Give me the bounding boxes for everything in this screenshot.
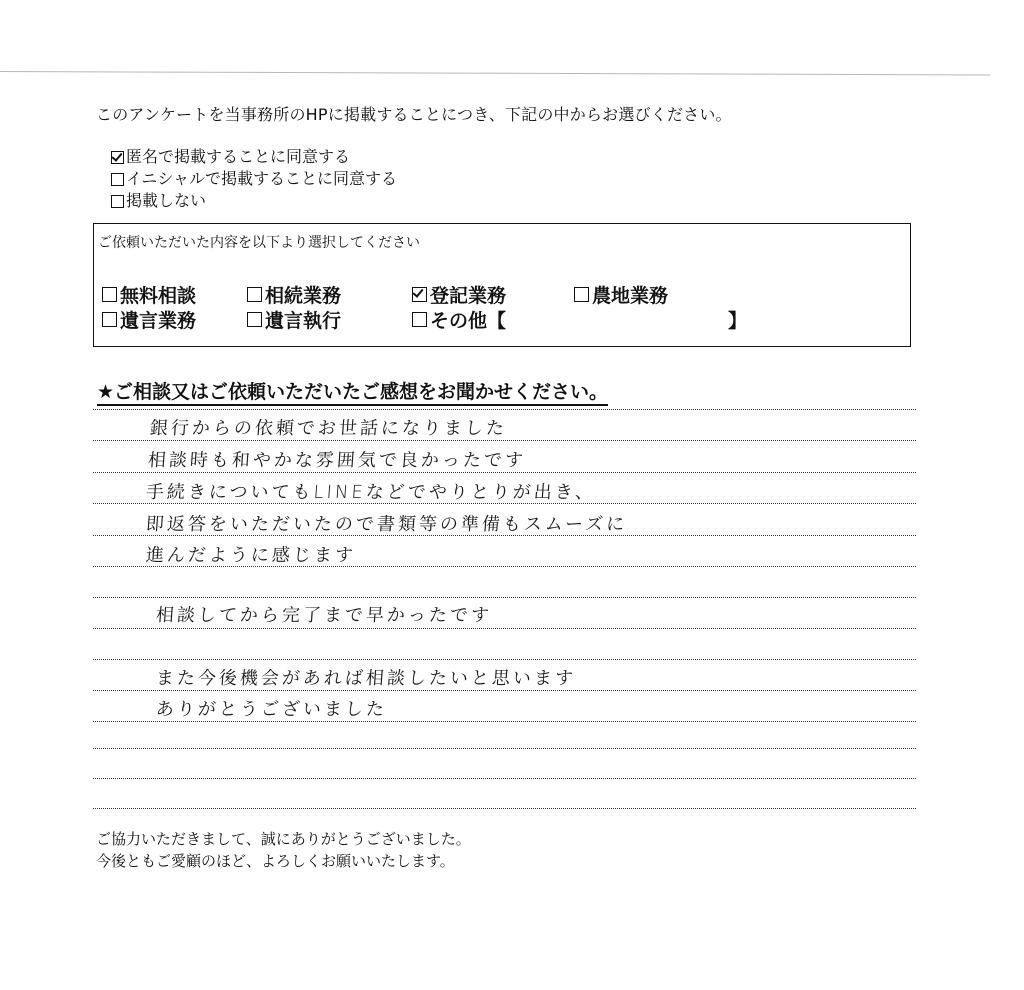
ruled-line — [93, 659, 916, 660]
feedback-heading: ★ご相談又はご依頼いただいたご感想をお聞かせください。 — [97, 381, 608, 406]
handwritten-line: 手続きについてもLINEなどでやりとりが出き、 — [145, 482, 597, 503]
service-label: 登記業務 — [430, 285, 507, 307]
service-label: 遺言執行 — [265, 310, 342, 332]
ruled-line — [93, 628, 916, 629]
other-bracket-close: 】 — [728, 310, 748, 332]
handwritten-line: また今後機会があれば相談したいと思います — [155, 668, 577, 689]
intro-text: このアンケートを当事務所のHPに掲載することにつき、下記の中からお選びください。 — [96, 105, 732, 124]
ruled-line — [93, 409, 916, 410]
ruled-line — [93, 690, 916, 691]
service-label: その他【 — [430, 310, 507, 332]
service-prompt: ご依頼いただいた内容を以下より選択してください — [98, 235, 420, 251]
closing-message — [96, 828, 471, 872]
ruled-line — [93, 440, 916, 441]
consent-label: 掲載しない — [126, 191, 207, 210]
service-label: 無料相談 — [120, 285, 197, 307]
consent-label: 匿名で掲載することに同意する — [126, 147, 351, 166]
handwritten-line: 相談してから完了まで早かったです — [155, 605, 493, 626]
service-label: 農地業務 — [592, 285, 669, 307]
handwritten-line: 銀行からの依頼でお世話になりました — [149, 418, 508, 439]
closing-line: 今後ともご愛顧のほど、よろしくお願いいたします。 — [96, 852, 455, 870]
ruled-line — [93, 808, 916, 809]
ruled-line — [93, 748, 916, 749]
service-label: 相続業務 — [265, 285, 342, 307]
handwritten-line: 即返答をいただいたので書類等の準備もスムーズに — [145, 514, 628, 535]
ruled-line — [93, 778, 916, 779]
closing-line: ご協力いただきまして、誠にありがとうございました。 — [96, 830, 471, 848]
ruled-line — [93, 597, 916, 598]
ruled-line — [93, 472, 916, 473]
consent-label: イニシャルで掲載することに同意する — [126, 169, 398, 188]
handwritten-line: 進んだように感じます — [145, 545, 357, 566]
ruled-line — [93, 721, 916, 722]
handwritten-line: ありがとうございました — [155, 699, 388, 720]
handwritten-line: 相談時も和やかな雰囲気で良かったです — [147, 450, 527, 471]
service-label: 遺言業務 — [120, 310, 197, 332]
